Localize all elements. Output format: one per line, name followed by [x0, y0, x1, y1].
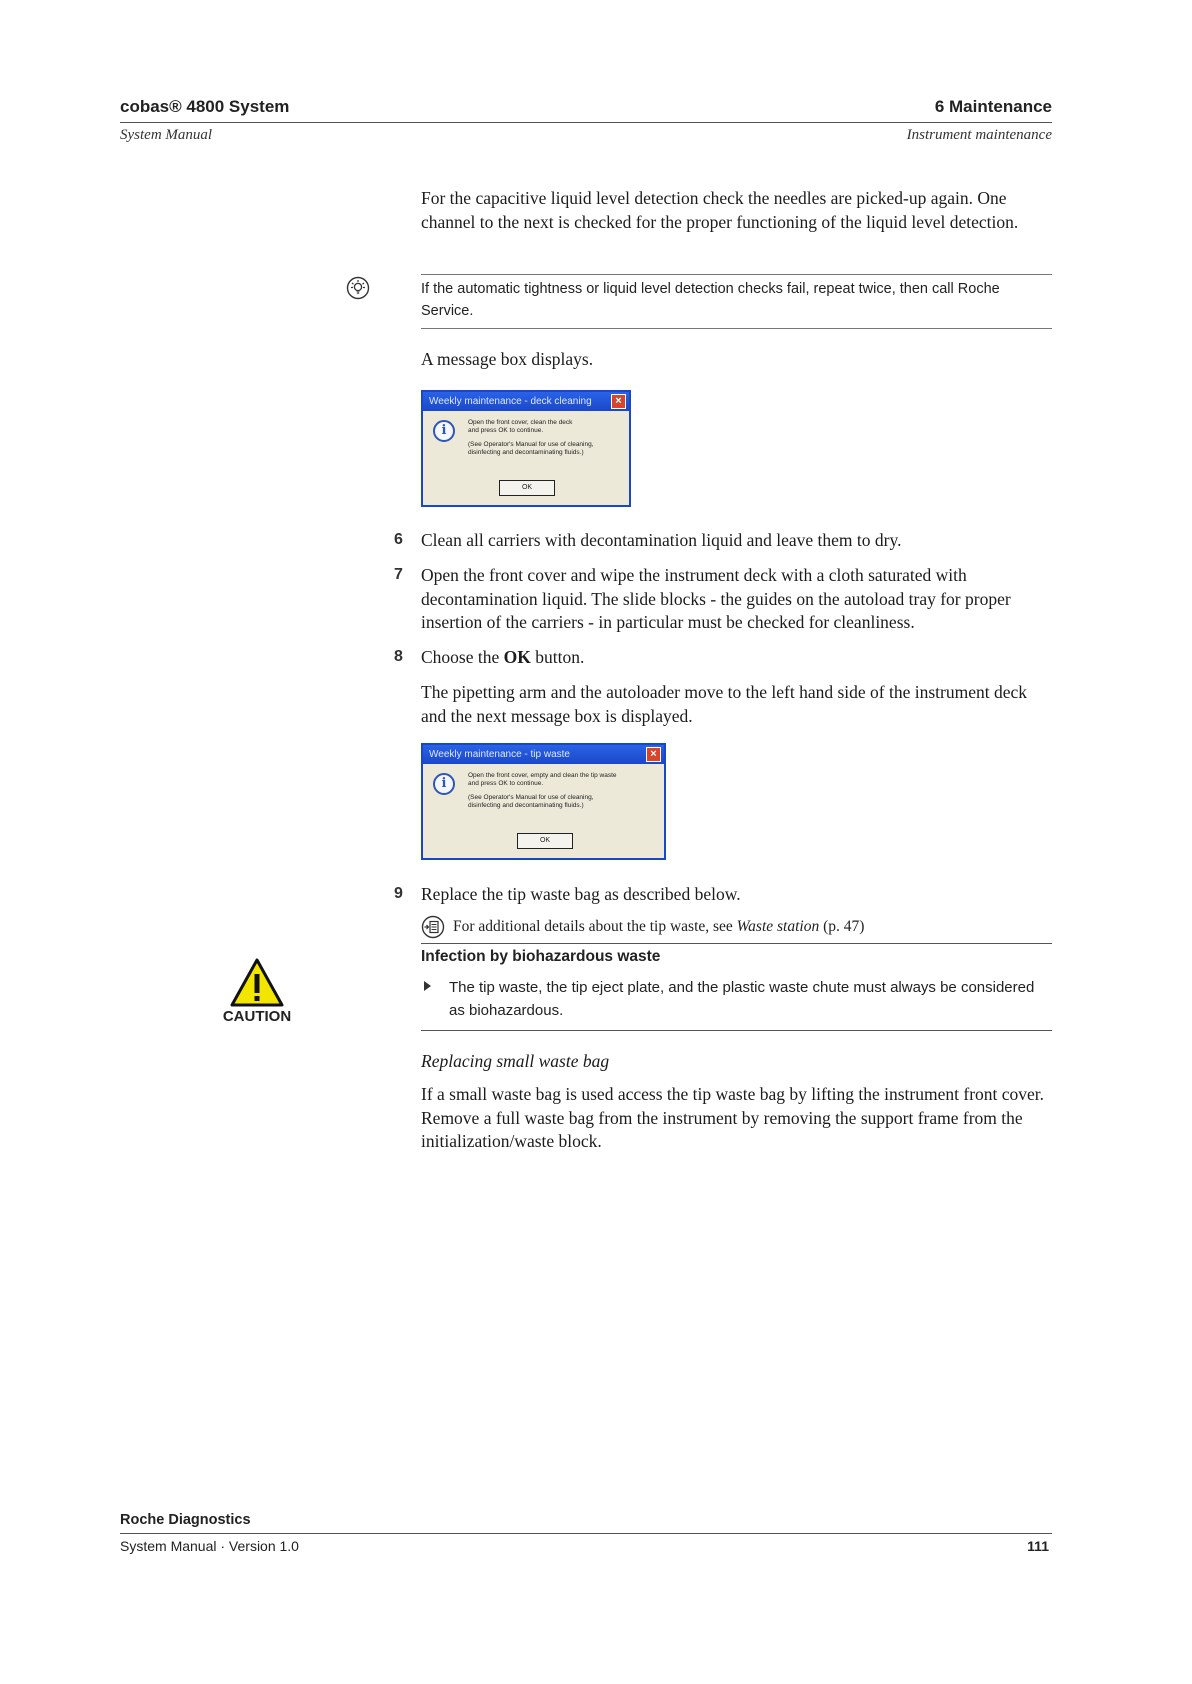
step-text-8-ok-label: OK — [503, 647, 531, 667]
step-text-9: Replace the tip waste bag as described below. — [421, 884, 741, 904]
dialog-deck-cleaning — [421, 390, 631, 507]
dialog-deck-cleaning-ok-button[interactable]: OK — [499, 480, 555, 496]
caution-bottom-rule — [421, 1030, 1052, 1031]
header-rule — [120, 122, 1052, 123]
dialog-deck-cleaning-line4: disinfecting and decontaminating fluids.) — [468, 449, 584, 456]
dialog-tip-waste-ok-button[interactable]: OK — [517, 833, 573, 849]
header-product-title: cobas® 4800 System — [120, 97, 290, 116]
step-text-6: Clean all carriers with decontamination liquid and leave them to dry. — [421, 530, 902, 550]
cross-reference-pre: For additional details about the tip waste, see — [453, 918, 737, 935]
footer-version: System Manual · Version 1.0 — [120, 1538, 299, 1554]
step-text-8-pre: Choose the — [421, 647, 504, 667]
info-icon: i — [433, 420, 455, 442]
message-box-paragraph: A message box displays. — [421, 349, 594, 369]
caution-bullet-text: The tip waste, the tip eject plate, and the plastic waste chute must always be considered as biohazardous. — [449, 979, 1035, 1019]
waste-station-link[interactable]: Waste station — [736, 918, 820, 935]
dialog-tip-waste-message — [468, 772, 617, 810]
lightbulb-tip-icon — [346, 276, 370, 300]
cross-reference-text — [453, 916, 864, 938]
dialog-tip-waste-line2: and press OK to continue. — [468, 780, 544, 787]
intro-paragraph: For the capacitive liquid level detection check the needles are picked-up again. One channel to the next is checked for the proper functioning of the liquid level detection. — [421, 188, 1019, 232]
step-number-8: 8 — [394, 648, 403, 665]
footer-rule — [120, 1533, 1052, 1534]
caution-warning-icon — [230, 958, 284, 1008]
after-ok-paragraph: The pipetting arm and the autoloader move to the left hand side of the instrument deck and the next message box is displayed. — [421, 682, 1027, 726]
dialog-tip-waste-title: Weekly maintenance - tip waste — [429, 749, 570, 760]
tip-note-top-rule — [421, 274, 1052, 275]
dialog-tip-waste-line1: Open the front cover, empty and clean the tip waste — [468, 772, 617, 779]
dialog-tip-waste-line3: (See Operator's Manual for use of cleaning, — [468, 794, 594, 801]
cross-reference-icon — [421, 915, 445, 939]
header-manual-subtitle: System Manual — [120, 127, 213, 143]
dialog-deck-cleaning-titlebar — [423, 392, 629, 411]
dialog-deck-cleaning-title: Weekly maintenance - deck cleaning — [429, 396, 592, 407]
dialog-tip-waste-line4: disinfecting and decontaminating fluids.) — [468, 802, 584, 809]
step-text-8 — [421, 646, 1051, 670]
crossref-rule — [421, 943, 1052, 944]
caution-label: CAUTION — [222, 1008, 292, 1025]
dialog-deck-cleaning-line3: (See Operator's Manual for use of cleaning, — [468, 441, 594, 448]
dialog-deck-cleaning-line1: Open the front cover, clean the deck — [468, 419, 573, 426]
header-section-subtitle: Instrument maintenance — [906, 127, 1052, 143]
step-text-8-post: button. — [530, 647, 585, 667]
tip-note-text: If the automatic tightness or liquid level detection checks fail, repeat twice, then call Roche Service. — [421, 281, 1000, 319]
section-heading: Replacing small waste bag — [421, 1051, 610, 1071]
header-chapter-title: 6 Maintenance — [934, 97, 1052, 116]
bullet-arrow-icon — [424, 981, 431, 991]
close-icon[interactable]: × — [646, 747, 661, 762]
dialog-tip-waste-titlebar — [423, 745, 664, 764]
close-icon[interactable]: × — [611, 394, 626, 409]
dialog-tip-waste — [421, 743, 666, 860]
section-paragraph: If a small waste bag is used access the tip waste bag by lifting the instrument front cover. Remove a full waste bag from the instrument by removing the support frame from the initialization/waste block. — [421, 1084, 1045, 1151]
footer-company: Roche Diagnostics — [120, 1512, 251, 1528]
tip-note-bottom-rule — [421, 328, 1052, 329]
step-number-6: 6 — [394, 531, 403, 548]
step-text-7: Open the front cover and wipe the instrument deck with a cloth saturated with decontamination liquid. The slide blocks - the guides on the autoload tray for proper insertion of the carriers - in particular must be checked for cleanliness. — [421, 565, 1011, 632]
page-number: 111 — [1027, 1538, 1049, 1554]
caution-heading: Infection by biohazardous waste — [421, 948, 661, 965]
dialog-deck-cleaning-message — [468, 419, 594, 457]
step-number-7: 7 — [394, 566, 403, 583]
info-icon: i — [433, 773, 455, 795]
cross-reference-page: (p. 47) — [819, 918, 865, 935]
step-number-9: 9 — [394, 885, 403, 902]
dialog-deck-cleaning-line2: and press OK to continue. — [468, 427, 544, 434]
